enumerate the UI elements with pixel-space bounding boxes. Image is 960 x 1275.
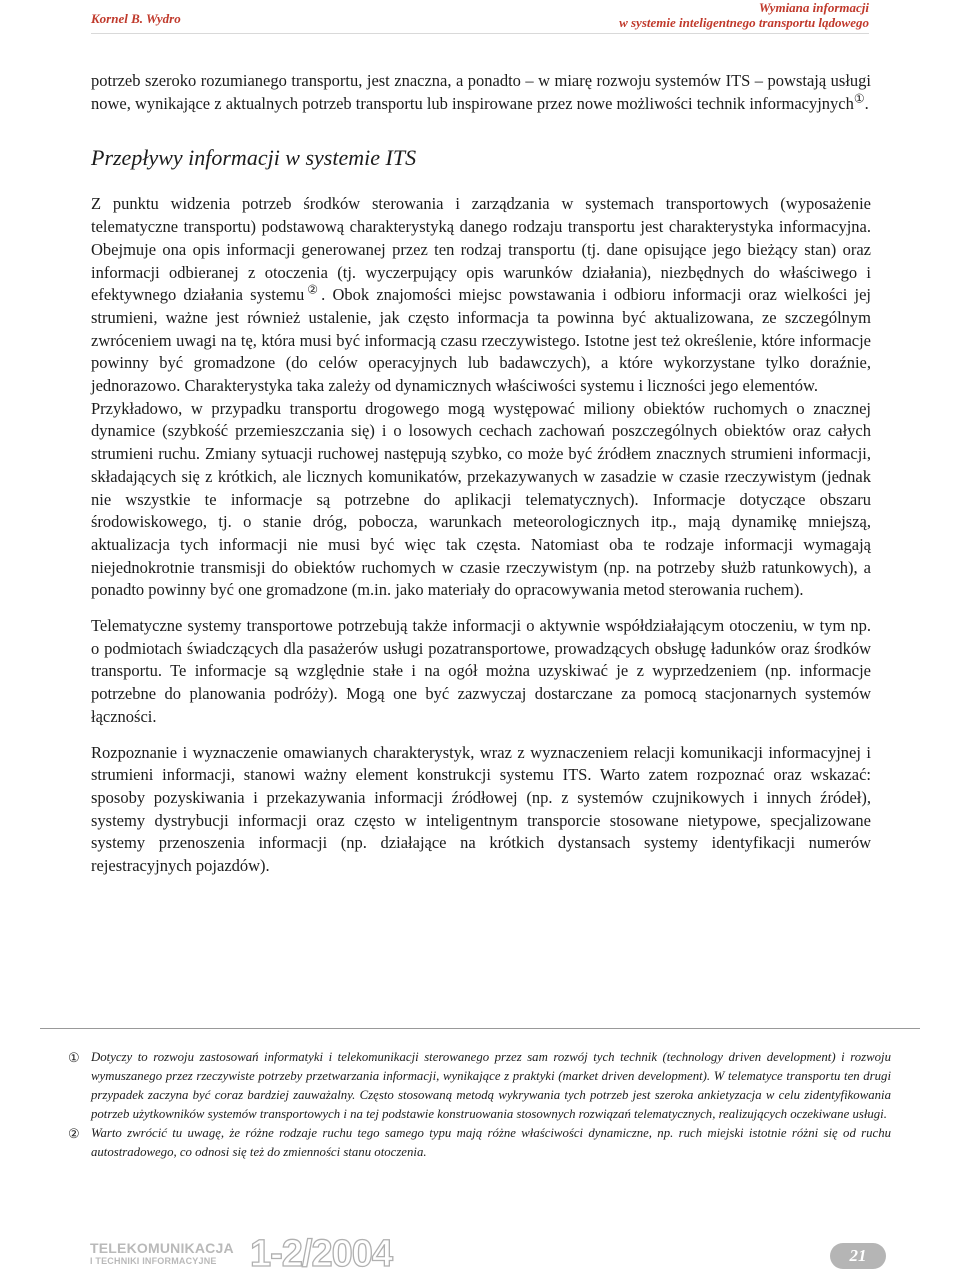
- paragraph-1: [91, 193, 871, 397]
- paragraph-2: Przykładowo, w przypadku transportu drogowego mogą występować miliony obiektów ruchomych o znacznej dynamice (szybkość przemieszczania się) i o losowych cechach zachowań poszczególnych obiektów oraz całych strumieni ruchu. Zmiany sytuacji ruchowej następują szybko, co może być źródłem znacznych strumieni informacji, składających się z krótkich, ale licznych komunikatów, przekazywanych w zasadzie w czasie rzeczywistym (jednak nie wszystkie te informacje są potrzebne do aplikacji telematycznych). Informacje dotyczące obszaru środowiskowego, tj. o stanie dróg, pobocza, warunkach meteorologicznych itp., mają dynamikę mniejszą, aktualizacja tych informacji nie musi być więc tak częsta. Natomiast oba te rodzaje informacji wymagają niejednokrotnie transmisji do obiektów ruchomych w czasie rzeczywistym (np. na potrzeby służb ratunkowych), a ponadto powinny być one gromadzone (m.in. jako materiały do opracowywania metod sterowania ruchem).: [91, 398, 871, 600]
- paragraph-4: Rozpoznanie i wyznaczenie omawianych charakterystyk, wraz z wyznaczeniem relacji komunikacji informacyjnej i strumieni informacji, stanowi ważny element konstrukcji systemu ITS. Warto zatem rozpoznać oraz wskazać: sposoby pozyskiwania i przekazywania informacji źródłowej (np. z systemów czujnikowych i innych źródeł), systemy dystrybucji informacji oraz często w inteligentnym transporcie stosowane nietypowe, specjalizowane systemy przenoszenia informacji (np. działające na krótkich dystansach systemy identyfikacji numerów rejestracyjnych pojazdów).: [91, 742, 871, 876]
- footnote-1-marker: ①: [68, 1050, 80, 1065]
- paragraph-1-part-a: Z punktu widzenia potrzeb środków sterowania i zarządzania w systemach transportowych (wyposażenie telematyczne transportu) podstawową charakterystyką danego rodzaju transportu jest charakterystyka informacyjna. Obejmuje ona opis informacji generowanej przez ten rodzaj transportu (tj. dane opisujące jego bieżący stan) oraz informacji odbieranej z otoczenia (tj. wyczerpujący opis warunków działania), niezbędnych do właściwego i efektywnego działania systemu: [91, 194, 871, 305]
- journal-brand: [90, 1242, 234, 1268]
- footnote-2-marker: ②: [68, 1126, 80, 1141]
- footnote-2-text: Warto zwrócić tu uwagę, że różne rodzaje ruchu tego samego typu mają różne właściwości dynamiczne, np. ruch miejski istotnie różni się od ruchu autostradowego, co odnosi się też do zmienności stanu otoczenia.: [91, 1126, 891, 1159]
- running-header-title: [619, 0, 869, 30]
- paragraph-3: Telematyczne systemy transportowe potrzebują także informacji o aktywnie współdziałającym otoczeniu, w tym np. o podmiotach świadczących dla pasażerów usługi pozatransportowe, prowadzących obsługę ładunków oraz środków transportu. Te informacje są względnie stałe i na ogół można uzyskiwać je z wyprzedzeniem (np. informacje potrzebne do planowania podróży). Mogą one być zazwyczaj dostarczane za pomocą stacjonarnych systemów łączności.: [91, 616, 871, 726]
- header-divider: [91, 33, 869, 34]
- intro-paragraph: [91, 70, 871, 115]
- running-header-title-line2: w systemie inteligentnego transportu lądowego: [619, 15, 869, 30]
- running-header-title-line1: Wymiana informacji: [758, 0, 869, 15]
- footnote-2: [68, 1124, 891, 1162]
- footnote-ref-2[interactable]: ②: [304, 282, 322, 297]
- section-heading: Przepływy informacji w systemie ITS: [91, 145, 417, 171]
- footnote-ref-1[interactable]: ①: [853, 91, 865, 106]
- footnote-1: [68, 1048, 891, 1124]
- footnote-1-text: Dotyczy to rozwoju zastosowań informatyki i telekomunikacji sterowanego przez sam rozwój tych technik (technology driven development) i rozwoju wymuszanego przez rzeczywiste potrzeby przetwarzania informacji, wynikające z praktyki (market driven development). W telematyce transportu ten drugi przypadek zaczyna być coraz bardziej zauważalny. Często stosowaną metodą wykrywania tych potrzeb jest szeroka ankietyzacja w celu zidentyfikowania potrzeb użytkowników systemów transportowych i na tej podstawie konstruowania stosownych rozwiązań telematycznych, realizujących oczekiwane usługi.: [91, 1050, 891, 1121]
- intro-end: .: [864, 93, 869, 113]
- issue-number: 1-2/2004: [250, 1233, 393, 1275]
- journal-brand-line1: TELEKOMUNIKACJA: [90, 1240, 234, 1256]
- journal-brand-line2: I TECHNIKI INFORMACYJNE: [90, 1256, 217, 1266]
- running-header-author: Kornel B. Wydro: [91, 11, 181, 26]
- page-number-badge: 21: [830, 1243, 886, 1269]
- paragraph-1-part-b: . Obok znajomości miejsc powstawania i odbioru informacji oraz wielkości jej strumieni, ważne jest również ustalenie, jak często informacja ta powinna być aktualizowana, ze szczególnym zwróceniem uwagi na tę, która musi być informacją czasu rzeczywistego. Istotne jest też określenie, które informacje powinny być gromadzone (do celów operacyjnych lub badawczych), a które wykorzystane tylko doraźnie, jednorazowo. Charakterystyka taka zależy od dynamicznych właściwości systemu i liczności jego elementów.: [91, 285, 871, 396]
- article-body: [91, 70, 871, 878]
- page-footer: [0, 1230, 960, 1275]
- intro-text: potrzeb szeroko rozumianego transportu, jest znaczna, a ponadto – w miarę rozwoju systemów ITS – powstają usługi nowe, wynikające z aktualnych potrzeb transportu lub inspirowane przez nowe możliwości technik informacyjnych: [91, 71, 871, 113]
- footnote-divider: [40, 1028, 920, 1029]
- footnotes: [68, 1048, 891, 1162]
